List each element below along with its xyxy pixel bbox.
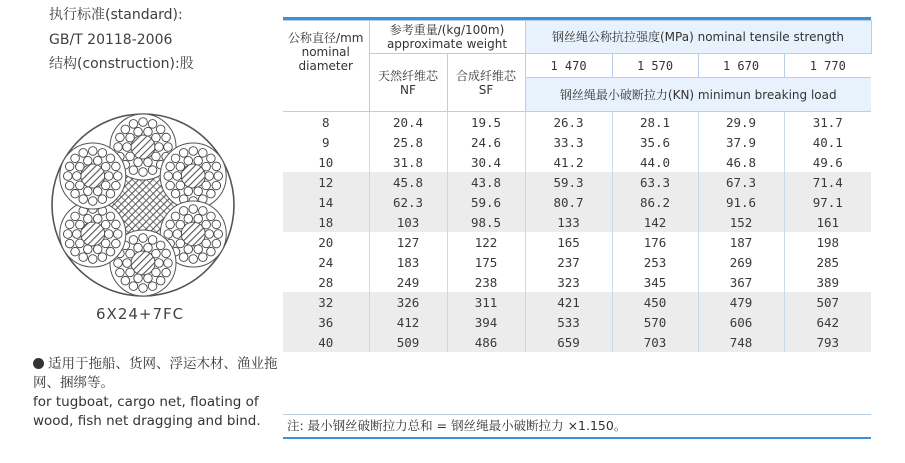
wire bbox=[106, 154, 115, 163]
breaking-load-header: 钢丝绳最小破断拉力(KN) minimun breaking load bbox=[525, 78, 871, 112]
wire bbox=[155, 259, 164, 268]
wire bbox=[214, 230, 223, 239]
grade-header-2: 1 670 bbox=[698, 54, 784, 78]
construction-code: 6X24+7FC bbox=[96, 305, 185, 323]
table-row bbox=[283, 112, 871, 133]
table-cell: 345 bbox=[612, 272, 698, 292]
usage-description bbox=[33, 355, 283, 431]
wire bbox=[152, 133, 161, 142]
wire bbox=[88, 197, 97, 206]
wire bbox=[148, 282, 157, 291]
table-cell: 152 bbox=[698, 212, 784, 232]
table-cell: 103 bbox=[369, 212, 447, 232]
table-cell: 41.2 bbox=[525, 152, 612, 172]
wire bbox=[139, 284, 148, 293]
table-cell: 479 bbox=[698, 292, 784, 312]
table-note: 注: 最小钢丝破断拉力总和 = 钢丝绳最小破断拉力 ×1.150。 bbox=[283, 414, 871, 436]
wire bbox=[112, 220, 121, 229]
wire bbox=[84, 187, 93, 196]
wire bbox=[126, 133, 135, 142]
wire bbox=[79, 195, 88, 204]
wire bbox=[176, 220, 185, 229]
wire bbox=[144, 127, 153, 136]
table-cell: 394 bbox=[447, 312, 525, 332]
table-cell: 249 bbox=[369, 272, 447, 292]
usage-cn-text: 适用于拖船、货网、浮运木材、渔业拖网、捆绑等。 bbox=[33, 356, 278, 391]
sf-header: 合成纤维芯 SF bbox=[447, 54, 525, 112]
wire bbox=[98, 149, 107, 158]
table-cell: 748 bbox=[698, 332, 784, 352]
wire bbox=[71, 189, 80, 198]
wire bbox=[205, 230, 214, 239]
wire bbox=[101, 239, 110, 248]
table-cell: 97.1 bbox=[784, 192, 871, 212]
wire bbox=[173, 172, 182, 181]
table-cell: 659 bbox=[525, 332, 612, 352]
wire bbox=[112, 239, 121, 248]
table-cell: 45.8 bbox=[369, 172, 447, 192]
table-cell: 98.5 bbox=[447, 212, 525, 232]
table-row bbox=[283, 312, 871, 332]
wire bbox=[184, 156, 193, 165]
table-cell: 326 bbox=[369, 292, 447, 312]
table-cell: 642 bbox=[784, 312, 871, 332]
table-row bbox=[283, 232, 871, 252]
wire bbox=[71, 154, 80, 163]
wire bbox=[198, 253, 207, 262]
table-cell: 323 bbox=[525, 272, 612, 292]
table-row bbox=[283, 192, 871, 212]
wire bbox=[101, 220, 110, 229]
wire bbox=[106, 247, 115, 256]
wire bbox=[101, 162, 110, 171]
table-cell: 237 bbox=[525, 252, 612, 272]
wire bbox=[214, 172, 223, 181]
wire bbox=[116, 268, 125, 277]
wire bbox=[112, 181, 121, 190]
table-row bbox=[283, 132, 871, 152]
table-cell: 49.6 bbox=[784, 152, 871, 172]
wire bbox=[88, 147, 97, 156]
wire bbox=[126, 152, 135, 161]
usage-cn bbox=[33, 355, 283, 393]
wire bbox=[112, 162, 121, 171]
table-cell: 533 bbox=[525, 312, 612, 332]
wire bbox=[212, 220, 221, 229]
wire bbox=[121, 276, 130, 285]
wire bbox=[139, 234, 148, 243]
wire bbox=[156, 276, 165, 285]
wire bbox=[189, 147, 198, 156]
wire bbox=[164, 230, 173, 239]
wire bbox=[63, 230, 72, 239]
wire bbox=[166, 162, 175, 171]
table-cell: 450 bbox=[612, 292, 698, 312]
wire bbox=[134, 274, 143, 283]
grade-header-1: 1 570 bbox=[612, 54, 698, 78]
table-cell: 46.8 bbox=[698, 152, 784, 172]
table-cell: 486 bbox=[447, 332, 525, 352]
wire bbox=[202, 239, 211, 248]
wire bbox=[162, 268, 171, 277]
nf-header: 天然纤维芯 NF bbox=[369, 54, 447, 112]
usage-en: for tugboat, cargo net, floating of wood, fish net dragging and bind. bbox=[33, 394, 261, 429]
table-cell: 63.3 bbox=[612, 172, 698, 192]
wire bbox=[152, 152, 161, 161]
wire bbox=[134, 127, 143, 136]
standard-code: GB/T 20118-2006 bbox=[49, 32, 173, 48]
wire bbox=[198, 207, 207, 216]
wire bbox=[71, 212, 80, 221]
weight-header: 参考重量/(kg/100m) approximate weight bbox=[369, 21, 525, 54]
wire bbox=[76, 239, 85, 248]
wire bbox=[113, 172, 122, 181]
table-cell: 507 bbox=[784, 292, 871, 312]
wire bbox=[212, 239, 221, 248]
table-cell: 24 bbox=[283, 252, 369, 272]
product-info-panel bbox=[0, 0, 280, 463]
wire bbox=[207, 189, 216, 198]
wire bbox=[79, 253, 88, 262]
wire bbox=[123, 143, 132, 152]
wire bbox=[184, 245, 193, 254]
table-cell: 793 bbox=[784, 332, 871, 352]
wire bbox=[194, 187, 203, 196]
wire bbox=[84, 214, 93, 223]
table-row bbox=[283, 252, 871, 272]
wire bbox=[156, 125, 165, 134]
table-cell: 80.7 bbox=[525, 192, 612, 212]
wire bbox=[72, 172, 81, 181]
wire bbox=[164, 143, 173, 152]
wire bbox=[139, 168, 148, 177]
wire bbox=[162, 249, 171, 258]
table-cell: 127 bbox=[369, 232, 447, 252]
table-cell: 67.3 bbox=[698, 172, 784, 192]
wire bbox=[79, 149, 88, 158]
wire bbox=[65, 181, 74, 190]
table-row bbox=[283, 332, 871, 352]
wire bbox=[144, 243, 153, 252]
wire bbox=[152, 249, 161, 258]
wire bbox=[144, 274, 153, 283]
table-cell: 183 bbox=[369, 252, 447, 272]
table-cell: 20 bbox=[283, 232, 369, 252]
wire bbox=[123, 259, 132, 268]
wire bbox=[129, 236, 138, 245]
table-cell: 30.4 bbox=[447, 152, 525, 172]
table-cell: 8 bbox=[283, 112, 369, 133]
table-cell: 142 bbox=[612, 212, 698, 232]
wire bbox=[104, 230, 113, 239]
table-cell: 133 bbox=[525, 212, 612, 232]
wire bbox=[65, 220, 74, 229]
table-cell: 37.9 bbox=[698, 132, 784, 152]
wire bbox=[126, 249, 135, 258]
table-cell: 311 bbox=[447, 292, 525, 312]
table-cell: 43.8 bbox=[447, 172, 525, 192]
spec-table-container bbox=[283, 17, 871, 352]
table-cell: 12 bbox=[283, 172, 369, 192]
wire bbox=[134, 243, 143, 252]
wire bbox=[84, 245, 93, 254]
table-cell: 86.2 bbox=[612, 192, 698, 212]
table-cell: 570 bbox=[612, 312, 698, 332]
table-cell: 412 bbox=[369, 312, 447, 332]
wire bbox=[139, 118, 148, 127]
table-cell: 10 bbox=[283, 152, 369, 172]
wire bbox=[93, 156, 102, 165]
diameter-header: 公称直径/mm nominal diameter bbox=[283, 21, 369, 112]
wire bbox=[76, 181, 85, 190]
table-cell: 44.0 bbox=[612, 152, 698, 172]
table-cell: 25.8 bbox=[369, 132, 447, 152]
wire bbox=[134, 158, 143, 167]
table-cell: 238 bbox=[447, 272, 525, 292]
table-cell: 19.5 bbox=[447, 112, 525, 133]
wire bbox=[65, 239, 74, 248]
table-cell: 24.6 bbox=[447, 132, 525, 152]
table-cell: 35.6 bbox=[612, 132, 698, 152]
table-cell: 421 bbox=[525, 292, 612, 312]
wire bbox=[76, 162, 85, 171]
strength-header: 钢丝绳公称抗拉强度(MPa) nominal tensile strength bbox=[525, 21, 871, 54]
table-cell: 122 bbox=[447, 232, 525, 252]
wire bbox=[179, 207, 188, 216]
wire bbox=[164, 259, 173, 268]
grade-header-3: 1 770 bbox=[784, 54, 871, 78]
table-cell: 33.3 bbox=[525, 132, 612, 152]
table-cell: 62.3 bbox=[369, 192, 447, 212]
wire bbox=[184, 214, 193, 223]
table-cell: 32 bbox=[283, 292, 369, 312]
table-cell: 18 bbox=[283, 212, 369, 232]
wire bbox=[207, 247, 216, 256]
table-cell: 20.4 bbox=[369, 112, 447, 133]
table-cell: 285 bbox=[784, 252, 871, 272]
standard-label: 执行标准(standard): bbox=[49, 7, 183, 23]
wire bbox=[148, 120, 157, 129]
table-row bbox=[283, 172, 871, 192]
wire bbox=[126, 268, 135, 277]
table-row bbox=[283, 272, 871, 292]
wire bbox=[171, 212, 180, 221]
wire bbox=[202, 181, 211, 190]
wire bbox=[194, 156, 203, 165]
wire bbox=[176, 162, 185, 171]
wire bbox=[179, 149, 188, 158]
wire bbox=[194, 245, 203, 254]
table-cell: 253 bbox=[612, 252, 698, 272]
wire bbox=[176, 239, 185, 248]
wire bbox=[93, 214, 102, 223]
wire bbox=[106, 189, 115, 198]
wire bbox=[76, 220, 85, 229]
table-cell: 9 bbox=[283, 132, 369, 152]
wire bbox=[173, 230, 182, 239]
wire bbox=[63, 172, 72, 181]
table-bottom-rule bbox=[283, 437, 871, 439]
wire-rope-cross-section-icon bbox=[50, 112, 236, 298]
wire bbox=[113, 230, 122, 239]
wire bbox=[212, 181, 221, 190]
wire bbox=[202, 162, 211, 171]
wire bbox=[104, 172, 113, 181]
table-cell: 165 bbox=[525, 232, 612, 252]
wire bbox=[171, 154, 180, 163]
bullet-icon bbox=[33, 358, 44, 369]
table-cell: 28.1 bbox=[612, 112, 698, 133]
wire bbox=[93, 245, 102, 254]
table-row bbox=[283, 212, 871, 232]
wire bbox=[189, 255, 198, 264]
spec-table-body bbox=[283, 112, 871, 353]
table-cell: 269 bbox=[698, 252, 784, 272]
wire bbox=[114, 259, 123, 268]
wire bbox=[207, 212, 216, 221]
table-cell: 187 bbox=[698, 232, 784, 252]
wire bbox=[207, 154, 216, 163]
wire bbox=[212, 162, 221, 171]
table-cell: 389 bbox=[784, 272, 871, 292]
table-cell: 91.6 bbox=[698, 192, 784, 212]
table-cell: 59.6 bbox=[447, 192, 525, 212]
wire bbox=[194, 214, 203, 223]
wire bbox=[155, 143, 164, 152]
wire bbox=[72, 230, 81, 239]
table-cell: 161 bbox=[784, 212, 871, 232]
wire bbox=[166, 181, 175, 190]
spec-table bbox=[283, 20, 872, 352]
wire bbox=[152, 268, 161, 277]
wire bbox=[164, 172, 173, 181]
table-cell: 31.8 bbox=[369, 152, 447, 172]
wire bbox=[129, 166, 138, 175]
wire bbox=[93, 187, 102, 196]
wire bbox=[106, 212, 115, 221]
table-row bbox=[283, 292, 871, 312]
table-cell: 198 bbox=[784, 232, 871, 252]
wire bbox=[129, 282, 138, 291]
table-cell: 606 bbox=[698, 312, 784, 332]
table-cell: 31.7 bbox=[784, 112, 871, 133]
table-cell: 26.3 bbox=[525, 112, 612, 133]
wire bbox=[116, 133, 125, 142]
wire bbox=[148, 166, 157, 175]
table-cell: 367 bbox=[698, 272, 784, 292]
table-cell: 29.9 bbox=[698, 112, 784, 133]
wire bbox=[98, 253, 107, 262]
table-cell: 28 bbox=[283, 272, 369, 292]
wire bbox=[65, 162, 74, 171]
wire bbox=[202, 220, 211, 229]
table-cell: 71.4 bbox=[784, 172, 871, 192]
wire bbox=[101, 181, 110, 190]
wire bbox=[156, 241, 165, 250]
wire bbox=[179, 253, 188, 262]
table-cell: 59.3 bbox=[525, 172, 612, 192]
wire bbox=[71, 247, 80, 256]
wire bbox=[176, 181, 185, 190]
wire bbox=[189, 205, 198, 214]
wire bbox=[84, 156, 93, 165]
wire bbox=[198, 149, 207, 158]
table-cell: 36 bbox=[283, 312, 369, 332]
wire bbox=[98, 195, 107, 204]
wire bbox=[148, 236, 157, 245]
wire bbox=[171, 189, 180, 198]
table-cell: 509 bbox=[369, 332, 447, 352]
wire bbox=[114, 143, 123, 152]
table-row bbox=[283, 152, 871, 172]
wire bbox=[166, 220, 175, 229]
wire bbox=[129, 120, 138, 129]
table-cell: 40 bbox=[283, 332, 369, 352]
wire bbox=[205, 172, 214, 181]
table-cell: 175 bbox=[447, 252, 525, 272]
table-cell: 40.1 bbox=[784, 132, 871, 152]
construction-label: 结构(construction):股 bbox=[49, 56, 194, 72]
table-cell: 14 bbox=[283, 192, 369, 212]
wire bbox=[121, 125, 130, 134]
wire bbox=[88, 255, 97, 264]
grade-header-0: 1 470 bbox=[525, 54, 612, 78]
table-cell: 176 bbox=[612, 232, 698, 252]
table-cell: 703 bbox=[612, 332, 698, 352]
wire bbox=[144, 158, 153, 167]
wire bbox=[184, 187, 193, 196]
wire bbox=[162, 133, 171, 142]
